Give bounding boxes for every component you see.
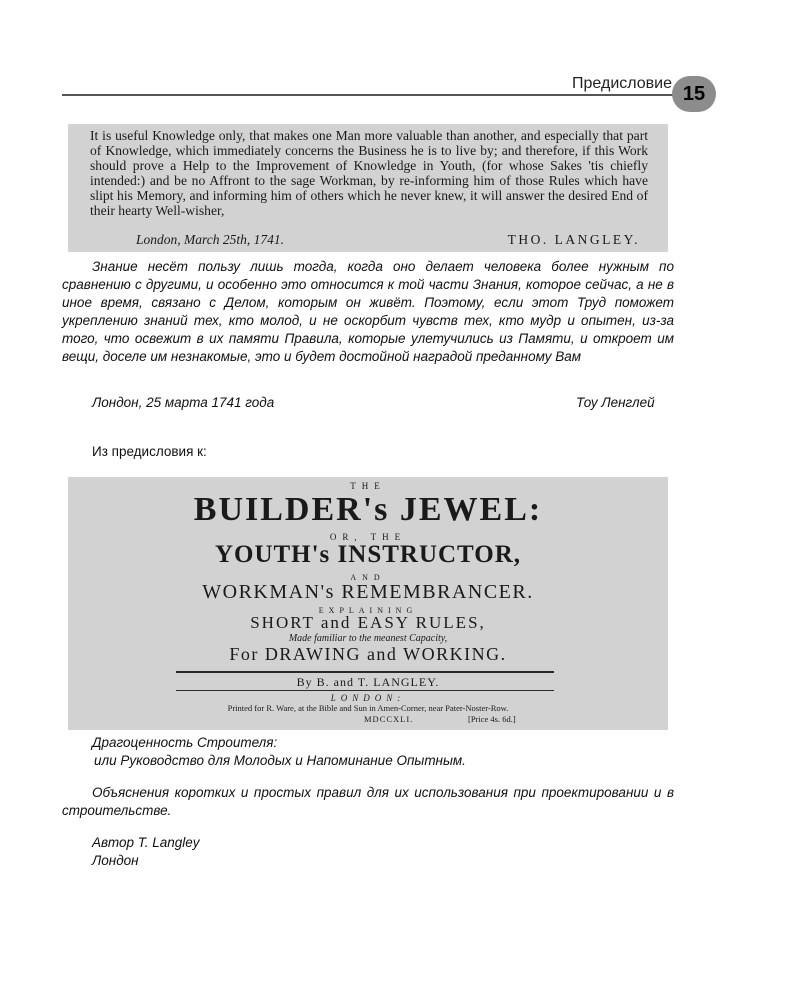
- title-page-workman: WORKMAN's REMEMBRANCER.: [202, 581, 534, 603]
- scan-signature: THO. LANGLEY.: [507, 232, 640, 247]
- translation-paragraph: Знание несёт пользу лишь тогда, когда оно делает человека более нужным по сравнению с другими, и особенно это относится к той части Знания, которое сейчас, а не в иное время, связано с Делом, которым он живёт. Поэтому, если этот Труд поможет укреплению знаний тех, кто молод, и не оскорбит чувств тех, кто мудр и опытен, из-за того, что освежит в их памяти Правила, которые улетучились из Памяти, и откроет им вещи, доселе им незнакомые, это и будет достойной наградой преданному Вам: [62, 259, 674, 364]
- translation-book-author: Автор T. Langley: [92, 835, 200, 850]
- title-page-printer: Printed for R. Ware, at the Bible and Sun in Amen-Corner, near Pater-Noster-Row.: [227, 703, 509, 713]
- translation-book-explanation: Объяснения коротких и простых правил для их использования при проектировании и в строительстве.: [62, 785, 674, 818]
- title-page-main-title: BUILDER's JEWEL:: [193, 491, 543, 528]
- title-page-and: AND: [350, 573, 386, 582]
- title-page-drawing: For DRAWING and WORKING.: [229, 644, 507, 664]
- title-page-london: LONDON:: [330, 693, 406, 703]
- page-number-badge: 15: [672, 76, 716, 112]
- title-page-explaining: EXPLAINING: [318, 606, 418, 615]
- header-rule: [62, 94, 684, 96]
- title-page-short-rules: SHORT and EASY RULES,: [250, 613, 486, 632]
- title-page-price: [Price 4s. 6d.]: [468, 714, 516, 724]
- title-page-authors: By B. and T. LANGLEY.: [296, 675, 440, 689]
- title-page-the: THE: [350, 481, 386, 491]
- title-page-rule-bottom: [176, 690, 554, 691]
- title-page-rule-top: [176, 671, 554, 673]
- title-page-made-familiar: Made familiar to the meanest Capacity,: [288, 633, 448, 644]
- scanned-preface-excerpt: [68, 124, 668, 252]
- translation-book-city: Лондон: [92, 853, 139, 868]
- scan-preface-paragraph: It is useful Knowledge only, that makes one Man more valuable than another, and especially that part of Knowledge, which immediately concerns the Business he is to live by; and therefore, if this Work should prove a Help to the Improvement of Knowledge in Youth, (for whose Sakes 'tis chiefly intended:) and be no Affront to the sage Workman, by re-informing him of those Rules which have slipt his Memory, and informing him of others which he never knew, it will answer the desired End of their hearty Well-wisher,: [90, 128, 648, 218]
- scanned-title-page: [68, 477, 668, 730]
- title-page-or-the: OR, THE: [329, 532, 407, 542]
- running-header-title: Предисловие: [572, 75, 672, 92]
- translation-place-date: Лондон, 25 марта 1741 года: [92, 395, 275, 410]
- scan-place-date: London, March 25th, 1741.: [136, 232, 284, 247]
- title-page-year: MDCCXLI.: [364, 714, 414, 724]
- translation-book-title: Драгоценность Строителя:: [92, 735, 278, 750]
- translation-signature: Тоу Ленглей: [576, 395, 655, 410]
- preface-label: Из предисловия к:: [92, 444, 207, 459]
- translation-book-subtitle: или Руководство для Молодых и Напоминание Опытным.: [94, 753, 466, 768]
- title-page-youth: YOUTH's INSTRUCTOR,: [214, 541, 522, 568]
